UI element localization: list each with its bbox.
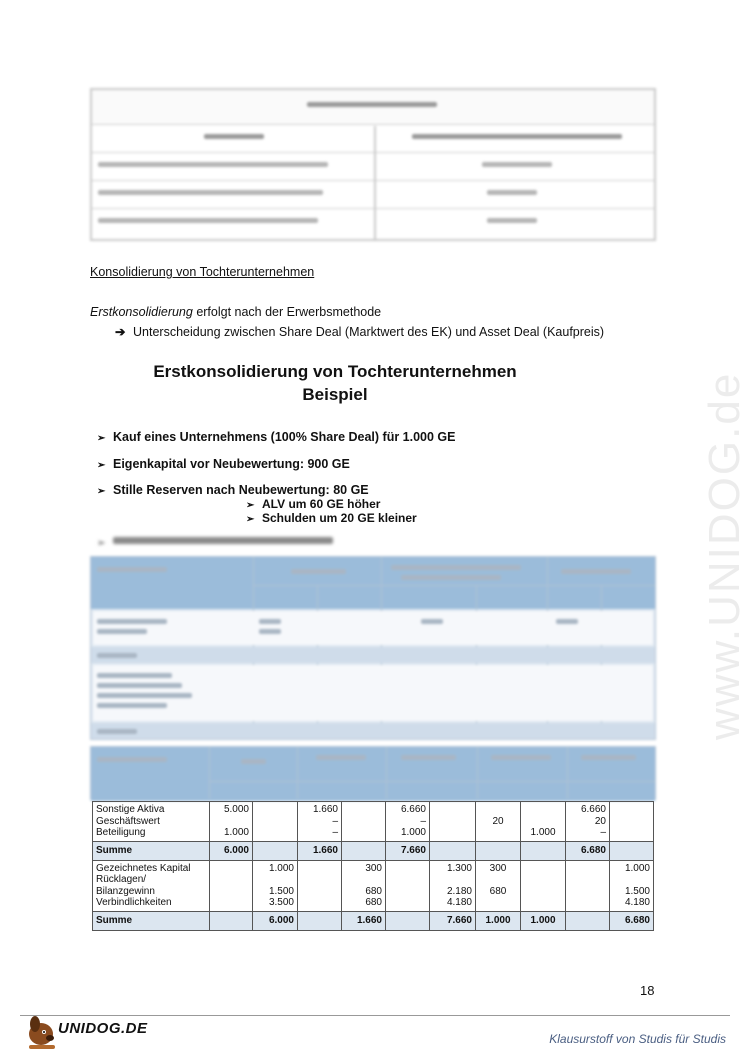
cell-value: 5.000 — [223, 804, 249, 815]
slide-title-line-2: Beispiel — [302, 385, 368, 404]
cell-value: 6.680 — [624, 914, 650, 926]
cell-value: 300 — [489, 862, 507, 874]
method-text: erfolgt nach der Erwerbsmethode — [192, 305, 382, 319]
table-cell — [430, 841, 476, 860]
table-cell — [566, 841, 610, 860]
table-cell — [298, 841, 342, 860]
cell-value: 4.180 — [446, 897, 472, 908]
arrow-right-icon: ➔ — [115, 325, 126, 339]
cell-value: – — [332, 827, 338, 838]
cell-value: 1.000 — [268, 862, 294, 874]
cell-value: 7.660 — [446, 914, 472, 926]
cell-value — [256, 874, 294, 886]
cell-value — [433, 874, 472, 886]
table-cell — [298, 911, 342, 930]
table-sum-row — [93, 841, 654, 860]
row-label-line: Verbindlichkeiten — [96, 897, 172, 908]
cell-value: 1.000 — [530, 827, 556, 838]
table-cell — [610, 841, 654, 860]
row-label — [93, 802, 210, 842]
cell-value: – — [600, 827, 606, 838]
row-label-line: Summe — [96, 844, 133, 856]
table-cell — [253, 802, 298, 842]
watermark: www.UNIDOG.de — [700, 371, 749, 740]
cell-value: 1.660 — [312, 844, 338, 856]
cell-value — [479, 874, 517, 886]
cell-value — [524, 804, 562, 816]
table-cell — [253, 860, 298, 911]
table-cell — [521, 860, 566, 911]
table-cell — [386, 911, 430, 930]
bullet-purchase — [97, 430, 456, 444]
cell-value: 3.500 — [268, 897, 294, 908]
cell-value: 20 — [594, 815, 606, 827]
row-label-line: Geschäftswert — [96, 815, 160, 827]
cell-value: 6.000 — [223, 844, 249, 856]
page-number: 18 — [640, 983, 655, 998]
bullet-arrow-icon: ➢ — [97, 460, 106, 471]
table-cell — [342, 860, 386, 911]
table-cell — [386, 802, 430, 842]
cell-value: 4.180 — [624, 897, 650, 908]
blurred-participation-table — [90, 88, 656, 241]
table-cell — [430, 802, 476, 842]
bullet-arrow-icon: ➢ — [97, 433, 106, 444]
cell-value: – — [420, 815, 426, 827]
table-cell — [521, 911, 566, 930]
table-cell — [566, 911, 610, 930]
cell-value: 680 — [365, 897, 382, 908]
row-label-line: Summe — [96, 914, 133, 926]
table-cell — [298, 860, 342, 911]
cell-value: 1.660 — [312, 804, 338, 815]
table-cell — [521, 802, 566, 842]
table-row — [93, 860, 654, 911]
footer-slogan: Klausurstoff von Studis für Studis — [549, 1032, 726, 1046]
row-label-line: Beteiligung — [96, 827, 146, 838]
table-cell — [476, 802, 521, 842]
cell-value: 1.000 — [485, 914, 511, 926]
table-cell — [521, 841, 566, 860]
consolidation-method-line — [90, 305, 381, 319]
bullet-hidden-reserves-text: Stille Reserven nach Neubewertung: 80 GE — [113, 483, 369, 497]
table-cell — [342, 911, 386, 930]
cell-value — [213, 816, 249, 828]
bullet-equity-text: Eigenkapital vor Neubewertung: 900 GE — [113, 457, 350, 471]
cell-value: 680 — [489, 885, 507, 897]
bullet-hidden-reserves — [97, 483, 369, 497]
row-label — [93, 841, 210, 860]
table-row — [93, 802, 654, 842]
table-sum-row — [93, 911, 654, 930]
table-cell — [386, 841, 430, 860]
table-cell — [386, 860, 430, 911]
table-cell — [566, 802, 610, 842]
table-cell — [610, 860, 654, 911]
table-cell — [476, 860, 521, 911]
cell-value: 680 — [365, 885, 382, 897]
logo-text: UNIDOG.DE — [58, 1020, 148, 1037]
row-label-line: Rücklagen/ — [96, 874, 147, 885]
table-cell — [210, 911, 253, 930]
row-label — [93, 860, 210, 911]
consolidation-table — [92, 801, 654, 931]
cell-value: 2.180 — [446, 885, 472, 897]
cell-value — [479, 897, 517, 909]
row-label-line: Sonstige Aktiva — [96, 804, 165, 815]
section-title: Konsolidierung von Tochterunternehmen — [90, 265, 315, 279]
slide-title-line-1: Erstkonsolidierung von Tochterunternehmen — [153, 362, 517, 381]
cell-value: 1.000 — [223, 827, 249, 838]
cell-value — [524, 816, 562, 828]
bullet-arrow-icon: ➢ — [246, 500, 255, 511]
table-cell — [342, 841, 386, 860]
distinction-line — [115, 324, 604, 339]
cell-value — [613, 874, 650, 886]
cell-value: 1.500 — [268, 885, 294, 897]
table-cell — [210, 841, 253, 860]
slide-title — [90, 360, 580, 406]
sub-bullet-alv — [246, 497, 380, 511]
cell-value: 6.680 — [580, 844, 606, 856]
blurred-consolidation-header — [90, 746, 656, 800]
table-cell — [430, 911, 476, 930]
term-erstkonsolidierung: Erstkonsolidierung — [90, 305, 193, 319]
cell-value: 1.500 — [624, 885, 650, 897]
table-cell — [430, 860, 476, 911]
table-cell — [566, 860, 610, 911]
cell-value — [345, 874, 382, 886]
table-cell — [342, 802, 386, 842]
cell-value: 6.660 — [400, 804, 426, 815]
blurred-bullet — [97, 535, 333, 549]
distinction-text: Unterscheidung zwischen Share Deal (Marktwert des EK) und Asset Deal (Kaufpreis) — [133, 325, 605, 339]
cell-value: 20 — [492, 815, 504, 827]
row-label-line: Bilanzgewinn — [96, 885, 155, 897]
cell-value: 6.000 — [268, 914, 294, 926]
table-cell — [476, 841, 521, 860]
table-cell — [610, 802, 654, 842]
table-cell — [253, 911, 298, 930]
table-cell — [253, 841, 298, 860]
cell-value: 300 — [365, 862, 382, 874]
cell-value: 6.660 — [580, 804, 606, 815]
row-label — [93, 911, 210, 930]
cell-value: 1.000 — [624, 862, 650, 874]
bullet-equity — [97, 457, 350, 471]
table-cell — [476, 911, 521, 930]
table-cell — [210, 860, 253, 911]
cell-value: 1.000 — [400, 827, 426, 838]
table-cell — [210, 802, 253, 842]
bullet-arrow-icon: ➢ — [97, 486, 106, 497]
blurred-balance-table-1 — [90, 556, 656, 740]
bullet-arrow-icon: ➢ — [97, 538, 106, 549]
cell-value: 1.660 — [356, 914, 382, 926]
row-label-line: Gezeichnetes Kapital — [96, 862, 191, 874]
sub-bullet-alv-text: ALV um 60 GE höher — [262, 497, 381, 511]
sub-bullet-debt-text: Schulden um 20 GE kleiner — [262, 511, 417, 525]
cell-value — [479, 827, 517, 839]
cell-value: 7.660 — [400, 844, 426, 856]
bullet-arrow-icon: ➢ — [246, 514, 255, 525]
bullet-purchase-text: Kauf eines Unternehmens (100% Share Deal) für 1.000 GE — [113, 430, 456, 444]
table-cell — [298, 802, 342, 842]
cell-value — [479, 804, 517, 816]
table-cell — [610, 911, 654, 930]
cell-value: – — [332, 815, 338, 827]
sub-bullet-debt — [246, 511, 417, 525]
cell-value: 1.300 — [446, 862, 472, 874]
cell-value: 1.000 — [530, 914, 556, 926]
